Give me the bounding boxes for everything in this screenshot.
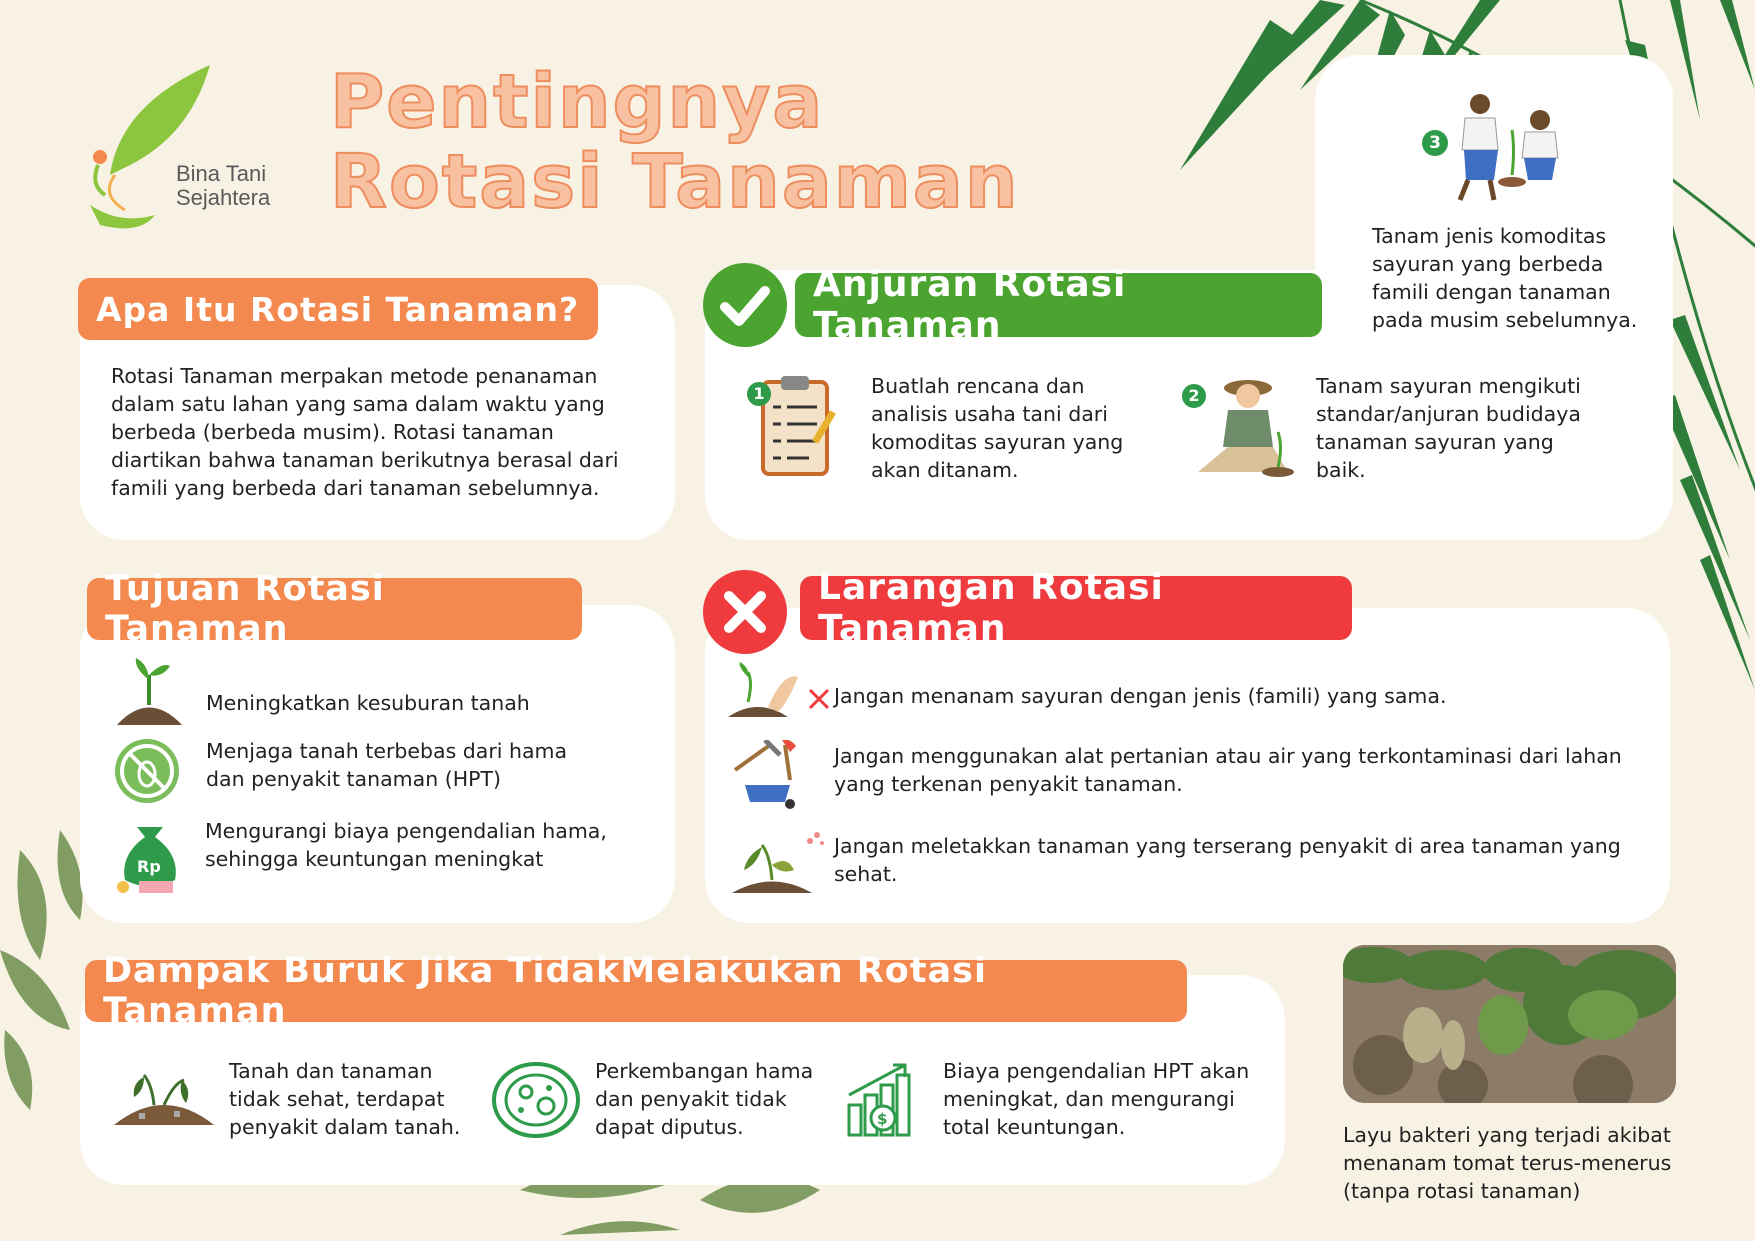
page-title-line2: Rotasi Tanaman [330,139,1020,225]
anjuran-item-1-text: Buatlah rencana dan analisis usaha tani dari komoditas sayuran yang akan ditanam. [871,374,1124,482]
tujuan-item-2-text: Menjaga tanah terbebas dari hama dan penyakit tanaman (HPT) [206,739,568,791]
svg-text:Rp: Rp [137,857,161,876]
hands-planting-icon [728,662,833,722]
larangan-item-2-text: Jangan menggunakan alat pertanian atau air yang terkontaminasi dari lahan yang terkenan penyakit tanaman. [834,744,1622,796]
apa-itu-body: Rotasi Tanaman merpakan metode penanaman dalam satu lahan yang sama dalam waktu yang berbeda (berbeda musim). Rotasi tanaman diartikan bahwa tanaman berikutnya berasal dari famili yang berbeda dari tanaman sebelumnya. [111,364,619,500]
dampak-item-3-text: Biaya pengendalian HPT akan meningkat, dan mengurangi total keuntungan. [943,1059,1250,1139]
cost-chart-icon [845,1060,920,1140]
logo-name-line2: Sejahtera [176,185,271,210]
dampak-item-2-text: Perkembangan hama dan penyakit tidak dapat diputus. [595,1059,814,1139]
wilted-plant-icon [732,825,827,895]
dampak-heading: Dampak Buruk Jika TidakMelakukan Rotasi Tanaman [85,960,1187,1022]
garden-tools-icon [730,740,810,810]
no-pest-icon [112,736,182,806]
anjuran-heading: Anjuran Rotasi Tanaman [795,273,1322,337]
anjuran-item-3-text: Tanam jenis komoditas sayuran yang berbeda famili dengan tanaman pada musim sebelumnya. [1372,224,1638,332]
anjuran-step-1-badge: 1 [747,382,771,406]
money-bag-icon [115,815,185,895]
tujuan-item-1-text: Meningkatkan kesuburan tanah [206,691,530,715]
anjuran-step-3-badge: 3 [1422,130,1448,156]
anjuran-item-2-text: Tanam sayuran mengikuti standar/anjuran budidaya tanaman sayuran yang baik. [1316,374,1581,482]
anjuran-step-2-badge: 2 [1182,384,1206,408]
larangan-heading: Larangan Rotasi Tanaman [800,576,1352,640]
sprout-soil-icon [112,650,187,730]
logo-name-line1: Bina Tani [176,161,267,186]
tujuan-item-3-text: Mengurangi biaya pengendalian hama, sehingga keuntungan meningkat [205,819,607,871]
larangan-item-1-text: Jangan menanam sayuran dengan jenis (famili) yang sama. [834,684,1447,708]
apa-itu-heading: Apa Itu Rotasi Tanaman? [78,278,598,340]
page-title-line1: Pentingnya [330,59,825,145]
photo-caption: Layu bakteri yang terjadi akibat menanam tomat terus-menerus (tanpa rotasi tanaman) [1343,1123,1672,1203]
sick-soil-icon [114,1065,219,1130]
check-icon [703,263,787,347]
tomato-wilt-photo [1343,945,1676,1103]
tujuan-heading: Tujuan Rotasi Tanaman [87,578,582,640]
pathogen-cycle-icon [491,1060,581,1140]
larangan-item-3-text: Jangan meletakkan tanaman yang terserang penyakit di area tanaman yang sehat. [834,834,1621,886]
close-icon [703,570,787,654]
page-title [330,59,1020,225]
dampak-item-1-text: Tanah dan tanaman tidak sehat, terdapat penyakit dalam tanah. [229,1059,461,1139]
svg-text:$: $ [877,1110,888,1128]
logo [80,65,280,235]
